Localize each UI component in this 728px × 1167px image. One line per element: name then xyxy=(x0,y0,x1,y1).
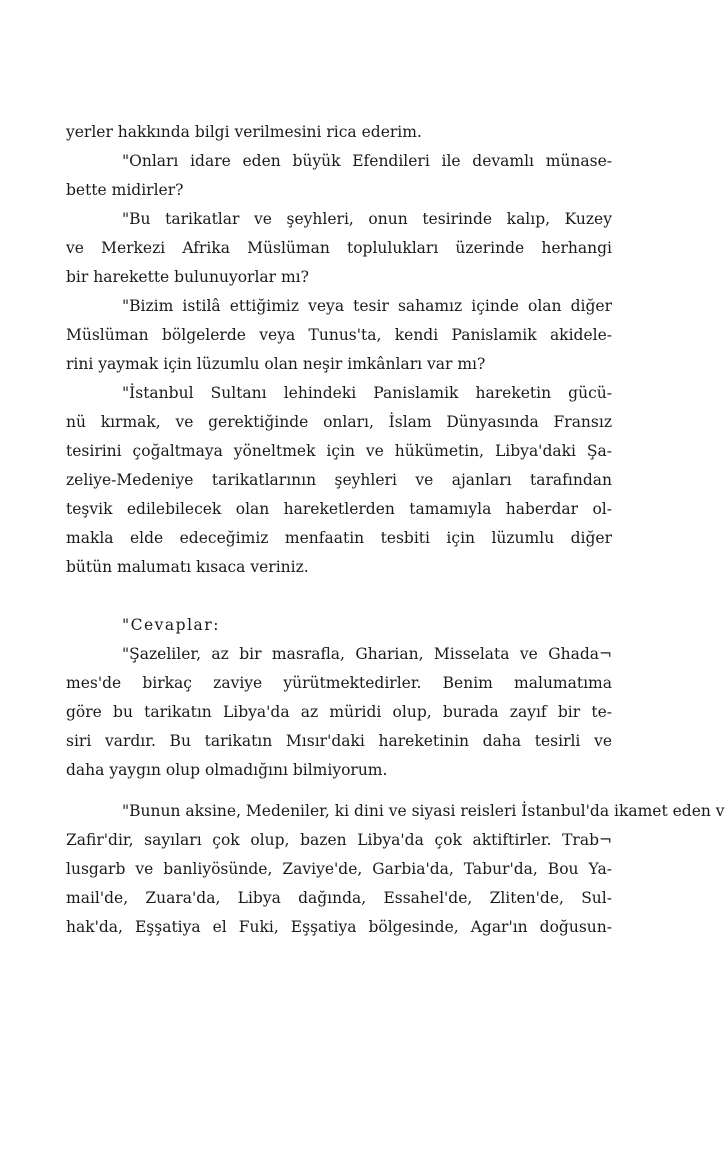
text-line: "İstanbul Sultanı lehindeki Panislamik hareketin gücü- xyxy=(122,384,612,402)
text-line: bette midirler? xyxy=(66,181,184,199)
paragraph-request-end xyxy=(66,118,612,147)
paragraph-question-istila xyxy=(66,292,612,379)
text-line: daha yaygın olup olmadığını bilmiyorum. xyxy=(66,761,388,779)
paragraph-answer-medeniler xyxy=(66,797,725,942)
text-line: Zafir'dir, sayıları çok olup, bazen Libya'da çok aktiftirler. Trab¬ xyxy=(66,831,612,849)
paragraph-gap xyxy=(66,582,612,611)
text-line: "Bunun aksine, Medeniler, ki dini ve siyasi reisleri İstanbul'da ikamet eden v xyxy=(122,802,725,820)
paragraph-question-tarikatlar xyxy=(66,205,612,292)
text-line: nü kırmak, ve gerektiğinde onları, İslam Dünyasında Fransız xyxy=(66,413,612,431)
answers-heading xyxy=(66,611,612,640)
text-line: "Bizim istilâ ettiğimiz veya tesir sahamız içinde olan diğer xyxy=(122,297,612,315)
text-line: zeliye-Medeniye tarikatlarının şeyhleri ve ajanları tarafından xyxy=(66,471,612,489)
text-line: lusgarb ve banliyösünde, Zaviye'de, Garbia'da, Tabur'da, Bou Ya- xyxy=(66,860,612,878)
document-body xyxy=(66,118,725,942)
text-line: tesirini çoğaltmaya yöneltmek için ve hükümetin, Libya'daki Şa- xyxy=(66,442,612,460)
text-line: ve Merkezi Afrika Müslüman toplulukları üzerinde herhangi xyxy=(66,239,612,257)
text-line: makla elde edeceğimiz menfaatin tesbiti için lüzumlu diğer xyxy=(66,529,612,547)
text-line: göre bu tarikatın Libya'da az müridi olup, burada zayıf bir te- xyxy=(66,703,612,721)
text-line: yerler hakkında bilgi verilmesini rica ederim. xyxy=(66,123,422,141)
text-line: bütün malumatı kısaca veriniz. xyxy=(66,558,309,576)
text-line: bir harekette bulunuyorlar mı? xyxy=(66,268,309,286)
text-line: "Onları idare eden büyük Efendileri ile devamlı münase- xyxy=(122,152,612,170)
text-line: teşvik edilebilecek olan hareketlerden tamamıyla haberdar ol- xyxy=(66,500,612,518)
paragraph-gap xyxy=(66,785,612,797)
text-line: rini yaymak için lüzumlu olan neşir imkânları var mı? xyxy=(66,355,486,373)
section-heading: "Cevaplar: xyxy=(122,616,220,634)
text-line: mes'de birkaç zaviye yürütmektedirler. Benim malumatıma xyxy=(66,674,612,692)
paragraph-question-panislamik xyxy=(66,379,612,582)
text-line: siri vardır. Bu tarikatın Mısır'daki hareketinin daha tesirli ve xyxy=(66,732,612,750)
text-line: hak'da, Eşşatiya el Fuki, Eşşatiya bölgesinde, Agar'ın doğusun- xyxy=(66,918,612,936)
paragraph-answer-sazeliler xyxy=(66,640,612,785)
text-line: Müslüman bölgelerde veya Tunus'ta, kendi Panislamik akidele- xyxy=(66,326,612,344)
paragraph-question-efendileri xyxy=(66,147,612,205)
text-line: "Şazeliler, az bir masrafla, Gharian, Misselata ve Ghada¬ xyxy=(122,645,612,663)
text-line: "Bu tarikatlar ve şeyhleri, onun tesirinde kalıp, Kuzey xyxy=(122,210,612,228)
text-line: mail'de, Zuara'da, Libya dağında, Essahel'de, Zliten'de, Sul- xyxy=(66,889,612,907)
